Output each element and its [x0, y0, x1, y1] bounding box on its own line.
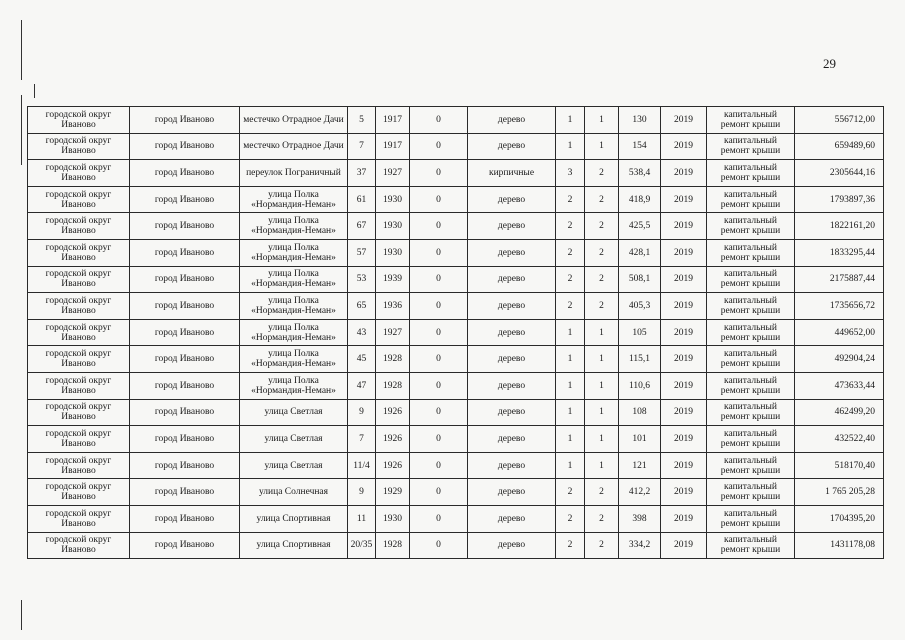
street-cell: улица Полка «Нормандия-Неман» [240, 266, 348, 293]
entrances-cell: 2 [585, 266, 619, 293]
cost-cell: 518170,40 [795, 452, 884, 479]
table-row [28, 266, 884, 293]
street-cell: улица Светлая [240, 452, 348, 479]
build-year-cell: 1930 [376, 213, 410, 240]
wall-material-cell: дерево [468, 452, 556, 479]
table-row [28, 532, 884, 559]
table-row [28, 346, 884, 373]
work-type-cell: капитальный ремонт крыши [707, 293, 795, 320]
city-cell: город Иваново [130, 293, 240, 320]
plan-year-cell: 2019 [661, 266, 707, 293]
house-number-cell: 9 [348, 479, 376, 506]
district-cell: городской округ Иваново [28, 532, 130, 559]
area-cell: 110,6 [619, 372, 661, 399]
wall-material-cell: дерево [468, 319, 556, 346]
value-zero-cell: 0 [410, 266, 468, 293]
plan-year-cell: 2019 [661, 452, 707, 479]
table-body [28, 107, 884, 559]
house-number-cell: 43 [348, 319, 376, 346]
plan-year-cell: 2019 [661, 293, 707, 320]
area-cell: 405,3 [619, 293, 661, 320]
build-year-cell: 1917 [376, 133, 410, 160]
scan-margin-line [34, 84, 35, 98]
city-cell: город Иваново [130, 160, 240, 187]
entrances-cell: 2 [585, 239, 619, 266]
build-year-cell: 1928 [376, 346, 410, 373]
city-cell: город Иваново [130, 346, 240, 373]
area-cell: 108 [619, 399, 661, 426]
work-type-cell: капитальный ремонт крыши [707, 346, 795, 373]
district-cell: городской округ Иваново [28, 452, 130, 479]
street-cell: улица Полка «Нормандия-Неман» [240, 372, 348, 399]
work-type-cell: капитальный ремонт крыши [707, 319, 795, 346]
work-type-cell: капитальный ремонт крыши [707, 133, 795, 160]
cost-cell: 473633,44 [795, 372, 884, 399]
wall-material-cell: дерево [468, 479, 556, 506]
area-cell: 154 [619, 133, 661, 160]
table-row [28, 372, 884, 399]
plan-year-cell: 2019 [661, 372, 707, 399]
area-cell: 101 [619, 426, 661, 453]
value-zero-cell: 0 [410, 479, 468, 506]
street-cell: местечко Отрадное Дачи [240, 107, 348, 134]
work-type-cell: капитальный ремонт крыши [707, 372, 795, 399]
street-cell: улица Полка «Нормандия-Неман» [240, 186, 348, 213]
wall-material-cell: дерево [468, 266, 556, 293]
entrances-cell: 1 [585, 452, 619, 479]
plan-year-cell: 2019 [661, 186, 707, 213]
entrances-cell: 1 [585, 319, 619, 346]
street-cell: улица Полка «Нормандия-Неман» [240, 213, 348, 240]
cost-cell: 2305644,16 [795, 160, 884, 187]
floors-cell: 1 [556, 346, 585, 373]
floors-cell: 1 [556, 107, 585, 134]
floors-cell: 1 [556, 426, 585, 453]
build-year-cell: 1939 [376, 266, 410, 293]
build-year-cell: 1928 [376, 532, 410, 559]
district-cell: городской округ Иваново [28, 319, 130, 346]
city-cell: город Иваново [130, 107, 240, 134]
work-type-cell: капитальный ремонт крыши [707, 107, 795, 134]
entrances-cell: 1 [585, 426, 619, 453]
wall-material-cell: дерево [468, 186, 556, 213]
plan-year-cell: 2019 [661, 160, 707, 187]
house-number-cell: 7 [348, 426, 376, 453]
entrances-cell: 2 [585, 479, 619, 506]
floors-cell: 2 [556, 479, 585, 506]
entrances-cell: 2 [585, 505, 619, 532]
work-type-cell: капитальный ремонт крыши [707, 479, 795, 506]
district-cell: городской округ Иваново [28, 346, 130, 373]
cost-cell: 449652,00 [795, 319, 884, 346]
table-row [28, 399, 884, 426]
house-number-cell: 11 [348, 505, 376, 532]
value-zero-cell: 0 [410, 319, 468, 346]
house-number-cell: 57 [348, 239, 376, 266]
wall-material-cell: дерево [468, 346, 556, 373]
house-number-cell: 11/4 [348, 452, 376, 479]
district-cell: городской округ Иваново [28, 293, 130, 320]
work-type-cell: капитальный ремонт крыши [707, 399, 795, 426]
area-cell: 428,1 [619, 239, 661, 266]
housing-registry-table [27, 106, 884, 559]
house-number-cell: 65 [348, 293, 376, 320]
cost-cell: 1833295,44 [795, 239, 884, 266]
wall-material-cell: дерево [468, 293, 556, 320]
district-cell: городской округ Иваново [28, 107, 130, 134]
floors-cell: 3 [556, 160, 585, 187]
wall-material-cell: дерево [468, 372, 556, 399]
work-type-cell: капитальный ремонт крыши [707, 505, 795, 532]
district-cell: городской округ Иваново [28, 372, 130, 399]
work-type-cell: капитальный ремонт крыши [707, 239, 795, 266]
floors-cell: 2 [556, 266, 585, 293]
floors-cell: 1 [556, 452, 585, 479]
street-cell: улица Светлая [240, 399, 348, 426]
build-year-cell: 1927 [376, 160, 410, 187]
cost-cell: 1704395,20 [795, 505, 884, 532]
value-zero-cell: 0 [410, 346, 468, 373]
table-row [28, 505, 884, 532]
work-type-cell: капитальный ремонт крыши [707, 452, 795, 479]
area-cell: 334,2 [619, 532, 661, 559]
value-zero-cell: 0 [410, 133, 468, 160]
cost-cell: 659489,60 [795, 133, 884, 160]
wall-material-cell: дерево [468, 426, 556, 453]
city-cell: город Иваново [130, 505, 240, 532]
page-number: 29 [823, 56, 836, 71]
value-zero-cell: 0 [410, 160, 468, 187]
city-cell: город Иваново [130, 239, 240, 266]
build-year-cell: 1928 [376, 372, 410, 399]
build-year-cell: 1936 [376, 293, 410, 320]
district-cell: городской округ Иваново [28, 266, 130, 293]
cost-cell: 462499,20 [795, 399, 884, 426]
city-cell: город Иваново [130, 479, 240, 506]
street-cell: улица Спортивная [240, 532, 348, 559]
plan-year-cell: 2019 [661, 426, 707, 453]
area-cell: 418,9 [619, 186, 661, 213]
build-year-cell: 1926 [376, 426, 410, 453]
build-year-cell: 1927 [376, 319, 410, 346]
floors-cell: 2 [556, 505, 585, 532]
plan-year-cell: 2019 [661, 239, 707, 266]
scan-margin-line [21, 600, 22, 630]
floors-cell: 1 [556, 372, 585, 399]
city-cell: город Иваново [130, 213, 240, 240]
area-cell: 105 [619, 319, 661, 346]
city-cell: город Иваново [130, 372, 240, 399]
area-cell: 130 [619, 107, 661, 134]
value-zero-cell: 0 [410, 372, 468, 399]
table-row [28, 319, 884, 346]
house-number-cell: 5 [348, 107, 376, 134]
house-number-cell: 37 [348, 160, 376, 187]
scan-margin-line [21, 20, 22, 80]
district-cell: городской округ Иваново [28, 160, 130, 187]
build-year-cell: 1930 [376, 186, 410, 213]
work-type-cell: капитальный ремонт крыши [707, 213, 795, 240]
entrances-cell: 2 [585, 532, 619, 559]
entrances-cell: 2 [585, 213, 619, 240]
entrances-cell: 1 [585, 372, 619, 399]
street-cell: улица Полка «Нормандия-Неман» [240, 319, 348, 346]
district-cell: городской округ Иваново [28, 239, 130, 266]
cost-cell: 1735656,72 [795, 293, 884, 320]
city-cell: город Иваново [130, 319, 240, 346]
house-number-cell: 61 [348, 186, 376, 213]
table-row [28, 160, 884, 187]
plan-year-cell: 2019 [661, 399, 707, 426]
entrances-cell: 1 [585, 399, 619, 426]
table-row [28, 186, 884, 213]
area-cell: 412,2 [619, 479, 661, 506]
area-cell: 425,5 [619, 213, 661, 240]
entrances-cell: 1 [585, 133, 619, 160]
district-cell: городской округ Иваново [28, 399, 130, 426]
table-row [28, 452, 884, 479]
build-year-cell: 1926 [376, 399, 410, 426]
work-type-cell: капитальный ремонт крыши [707, 186, 795, 213]
floors-cell: 1 [556, 133, 585, 160]
value-zero-cell: 0 [410, 239, 468, 266]
build-year-cell: 1930 [376, 239, 410, 266]
wall-material-cell: дерево [468, 399, 556, 426]
plan-year-cell: 2019 [661, 319, 707, 346]
house-number-cell: 67 [348, 213, 376, 240]
area-cell: 398 [619, 505, 661, 532]
cost-cell: 1793897,36 [795, 186, 884, 213]
street-cell: переулок Пограничный [240, 160, 348, 187]
work-type-cell: капитальный ремонт крыши [707, 266, 795, 293]
wall-material-cell: дерево [468, 107, 556, 134]
table-row [28, 426, 884, 453]
street-cell: местечко Отрадное Дачи [240, 133, 348, 160]
value-zero-cell: 0 [410, 107, 468, 134]
cost-cell: 2175887,44 [795, 266, 884, 293]
plan-year-cell: 2019 [661, 532, 707, 559]
work-type-cell: капитальный ремонт крыши [707, 426, 795, 453]
plan-year-cell: 2019 [661, 213, 707, 240]
value-zero-cell: 0 [410, 505, 468, 532]
wall-material-cell: дерево [468, 133, 556, 160]
build-year-cell: 1917 [376, 107, 410, 134]
plan-year-cell: 2019 [661, 133, 707, 160]
wall-material-cell: кирпичные [468, 160, 556, 187]
floors-cell: 2 [556, 239, 585, 266]
street-cell: улица Полка «Нормандия-Неман» [240, 346, 348, 373]
house-number-cell: 53 [348, 266, 376, 293]
floors-cell: 1 [556, 319, 585, 346]
floors-cell: 2 [556, 213, 585, 240]
entrances-cell: 2 [585, 160, 619, 187]
value-zero-cell: 0 [410, 452, 468, 479]
work-type-cell: капитальный ремонт крыши [707, 532, 795, 559]
value-zero-cell: 0 [410, 399, 468, 426]
plan-year-cell: 2019 [661, 107, 707, 134]
area-cell: 121 [619, 452, 661, 479]
value-zero-cell: 0 [410, 293, 468, 320]
floors-cell: 2 [556, 532, 585, 559]
work-type-cell: капитальный ремонт крыши [707, 160, 795, 187]
city-cell: город Иваново [130, 133, 240, 160]
floors-cell: 2 [556, 186, 585, 213]
city-cell: город Иваново [130, 426, 240, 453]
value-zero-cell: 0 [410, 213, 468, 240]
district-cell: городской округ Иваново [28, 426, 130, 453]
table-row [28, 213, 884, 240]
plan-year-cell: 2019 [661, 346, 707, 373]
build-year-cell: 1926 [376, 452, 410, 479]
area-cell: 538,4 [619, 160, 661, 187]
plan-year-cell: 2019 [661, 479, 707, 506]
cost-cell: 1 765 205,28 [795, 479, 884, 506]
entrances-cell: 1 [585, 346, 619, 373]
city-cell: город Иваново [130, 452, 240, 479]
street-cell: улица Полка «Нормандия-Неман» [240, 239, 348, 266]
city-cell: город Иваново [130, 399, 240, 426]
cost-cell: 492904,24 [795, 346, 884, 373]
cost-cell: 1431178,08 [795, 532, 884, 559]
entrances-cell: 1 [585, 107, 619, 134]
wall-material-cell: дерево [468, 532, 556, 559]
floors-cell: 2 [556, 293, 585, 320]
street-cell: улица Светлая [240, 426, 348, 453]
city-cell: город Иваново [130, 266, 240, 293]
table-row [28, 479, 884, 506]
table-row [28, 293, 884, 320]
cost-cell: 556712,00 [795, 107, 884, 134]
wall-material-cell: дерево [468, 213, 556, 240]
floors-cell: 1 [556, 399, 585, 426]
wall-material-cell: дерево [468, 505, 556, 532]
house-number-cell: 20/35 [348, 532, 376, 559]
district-cell: городской округ Иваново [28, 186, 130, 213]
wall-material-cell: дерево [468, 239, 556, 266]
house-number-cell: 7 [348, 133, 376, 160]
area-cell: 115,1 [619, 346, 661, 373]
table-row [28, 239, 884, 266]
build-year-cell: 1930 [376, 505, 410, 532]
table-row [28, 107, 884, 134]
cost-cell: 1822161,20 [795, 213, 884, 240]
street-cell: улица Полка «Нормандия-Неман» [240, 293, 348, 320]
value-zero-cell: 0 [410, 186, 468, 213]
entrances-cell: 2 [585, 186, 619, 213]
cost-cell: 432522,40 [795, 426, 884, 453]
plan-year-cell: 2019 [661, 505, 707, 532]
entrances-cell: 2 [585, 293, 619, 320]
house-number-cell: 45 [348, 346, 376, 373]
district-cell: городской округ Иваново [28, 213, 130, 240]
table-row [28, 133, 884, 160]
city-cell: город Иваново [130, 186, 240, 213]
scan-margin-line [21, 95, 22, 165]
build-year-cell: 1929 [376, 479, 410, 506]
district-cell: городской округ Иваново [28, 133, 130, 160]
house-number-cell: 9 [348, 399, 376, 426]
district-cell: городской округ Иваново [28, 479, 130, 506]
house-number-cell: 47 [348, 372, 376, 399]
value-zero-cell: 0 [410, 426, 468, 453]
value-zero-cell: 0 [410, 532, 468, 559]
area-cell: 508,1 [619, 266, 661, 293]
street-cell: улица Спортивная [240, 505, 348, 532]
street-cell: улица Солнечная [240, 479, 348, 506]
district-cell: городской округ Иваново [28, 505, 130, 532]
city-cell: город Иваново [130, 532, 240, 559]
